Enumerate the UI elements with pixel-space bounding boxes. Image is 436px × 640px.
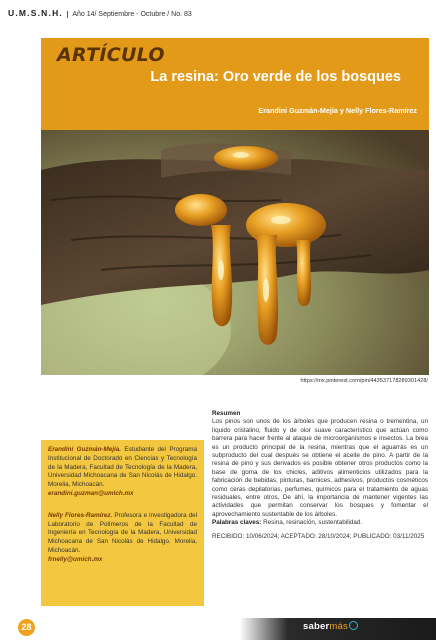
author-affiliation-2: Profesora e investigadora del Laboratorio de Polímeros de la Facultad de Ingeniería en Tecnología de la Madera, Universidad Michoacana de San Nicolás de Hidalgo. Morelia, Michoacán. <box>48 511 198 554</box>
author-name-2: Nelly Flores-Ramírez. <box>48 511 113 519</box>
section-label: ARTÍCULO <box>57 44 165 66</box>
abstract-text: Los pinos son unos de los árboles que producen resina o trementina, un líquido cristalino, fluido y de olor suave característico que actúan como barrera para hacer frente al ataque de microorganismos e insectos. La brea es un producto principal de la resina, mientras que el aguarrás es un subproducto del cual después se obtiene el aceite de pino. A partir de la resina de pino y sus derivados es posible obtener otros productos como la base de goma de los chicles, aditivos alimenticios utilizados para la fabricación de bebidas, pinturas, barnices, adhesivos, productos cosméticos como ceras depilatorias, perfumes, químicos para el tratamiento de aguas residuales, entre otros. De ahí, la importancia de mantener vigentes las actividades que permitan conservar los bosques y fomentar el aprovechamiento sustentable de los árboles. <box>212 418 428 518</box>
brand-main: saber <box>303 621 330 632</box>
photo-credit: https://mx.pinterest.com/pin/443537178289301428/ <box>300 378 428 384</box>
resin-photo <box>41 130 429 375</box>
abstract <box>212 410 428 541</box>
keywords-label: Palabras claves: <box>212 519 262 527</box>
issue-info: Año 14/ Septiembre - Octubre / No. 83 <box>67 11 191 18</box>
footer-strip <box>0 618 436 640</box>
brand-accent: más <box>329 621 348 632</box>
author-bio-1 <box>48 446 197 499</box>
brand-mark-icon <box>349 621 358 630</box>
abstract-heading: Resumen <box>212 410 241 417</box>
author-email-2[interactable]: frnelly@umich.mx <box>48 555 103 563</box>
journal-title: U.M.S.N.H. <box>8 8 63 18</box>
publication-dates: RECIBIDO: 10/06/2024; ACEPTADO: 28/10/2024; PUBLICADO: 03/11/2025 <box>212 532 425 540</box>
article-banner <box>41 38 429 130</box>
page-number: 28 <box>18 619 35 636</box>
author-name-1: Erandini Guzmán-Mejía. <box>48 446 122 453</box>
masthead <box>8 8 192 18</box>
article-title: La resina: Oro verde de los bosques <box>150 69 401 85</box>
author-bios <box>41 440 204 606</box>
author-email-1[interactable]: erandini.guzman@umich.mx <box>48 489 134 497</box>
author-affiliation-1: Estudiante del Programa Institucional de Doctorado en Ciencias y Tecnología de la Madera, Facultad de Tecnología de la Madera, Universidad Michoacana de San Nicolás de Hidalgo. Morelia, Michoacán. <box>48 446 197 489</box>
abstract-body <box>212 418 428 527</box>
article-authors: Erandini Guzmán-Mejía y Nelly Flores-Ramírez <box>258 106 417 115</box>
author-bio-2 <box>48 512 197 565</box>
resin-on-bark-image <box>41 130 429 375</box>
keywords: Resina, resinación, sustentabilidad. <box>263 519 363 527</box>
brand-logo <box>303 621 358 632</box>
